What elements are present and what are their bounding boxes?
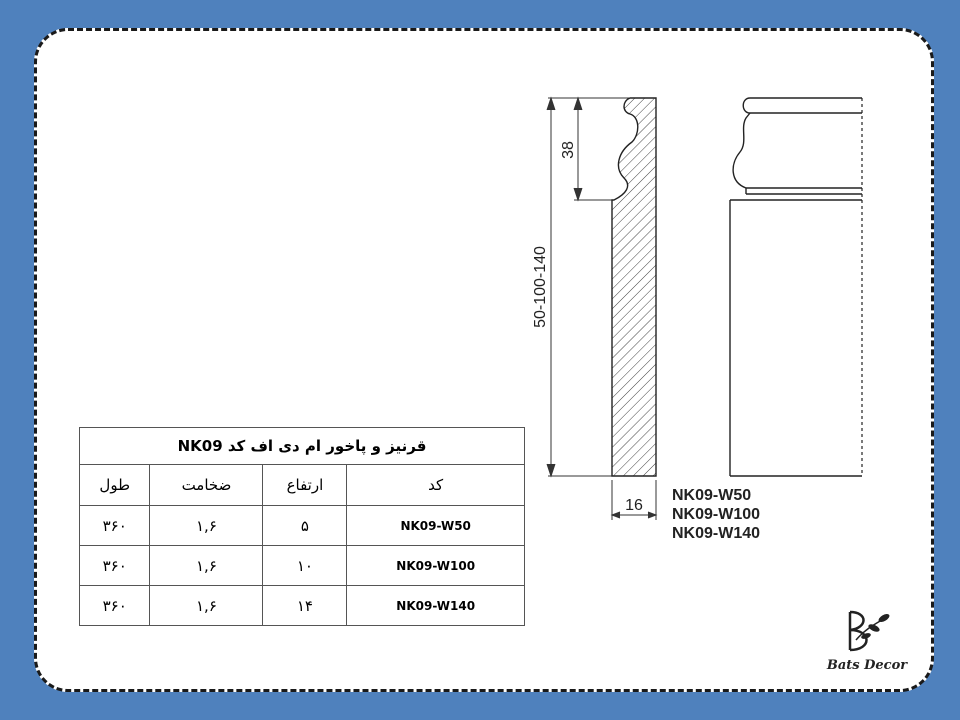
cell-thickness: ۱,۶	[150, 506, 263, 546]
cell-height: ۱۴	[263, 586, 347, 626]
bats-decor-logo-icon	[822, 606, 912, 658]
cell-code: NK09-W50	[347, 506, 525, 546]
spec-table	[79, 427, 525, 626]
header-code: کد	[347, 465, 525, 506]
table-title: قرنیز و پاخور ام دی اف کد NK09	[80, 428, 525, 465]
dim-thickness-label: 16	[625, 497, 643, 514]
model-code: NK09-W50	[672, 487, 752, 504]
section-profile	[612, 98, 656, 476]
header-length: طول	[80, 465, 150, 506]
cell-code: NK09-W100	[347, 546, 525, 586]
front-view	[730, 98, 862, 476]
model-code: NK09-W140	[672, 525, 761, 542]
dimension-profile-height	[574, 98, 612, 200]
cell-length: ۳۶۰	[80, 506, 150, 546]
cell-length: ۳۶۰	[80, 546, 150, 586]
header-height: ارتفاع	[263, 465, 347, 506]
cell-length: ۳۶۰	[80, 586, 150, 626]
cell-code: NK09-W140	[347, 586, 525, 626]
brand-logo	[822, 606, 912, 680]
model-code: NK09-W100	[672, 506, 761, 523]
cell-height: ۱۰	[263, 546, 347, 586]
model-code-list	[672, 486, 760, 543]
header-thickness: ضخامت	[150, 465, 263, 506]
table-row	[80, 586, 525, 626]
cell-height: ۵	[263, 506, 347, 546]
cell-thickness: ۱,۶	[150, 546, 263, 586]
table-row	[80, 506, 525, 546]
table-header-row	[80, 465, 525, 506]
cell-thickness: ۱,۶	[150, 586, 263, 626]
dim-profile-label: 38	[560, 141, 577, 159]
brand-name: Bats Decor	[826, 658, 908, 673]
dim-total-label: 50-100-140	[532, 246, 549, 328]
table-row	[80, 546, 525, 586]
